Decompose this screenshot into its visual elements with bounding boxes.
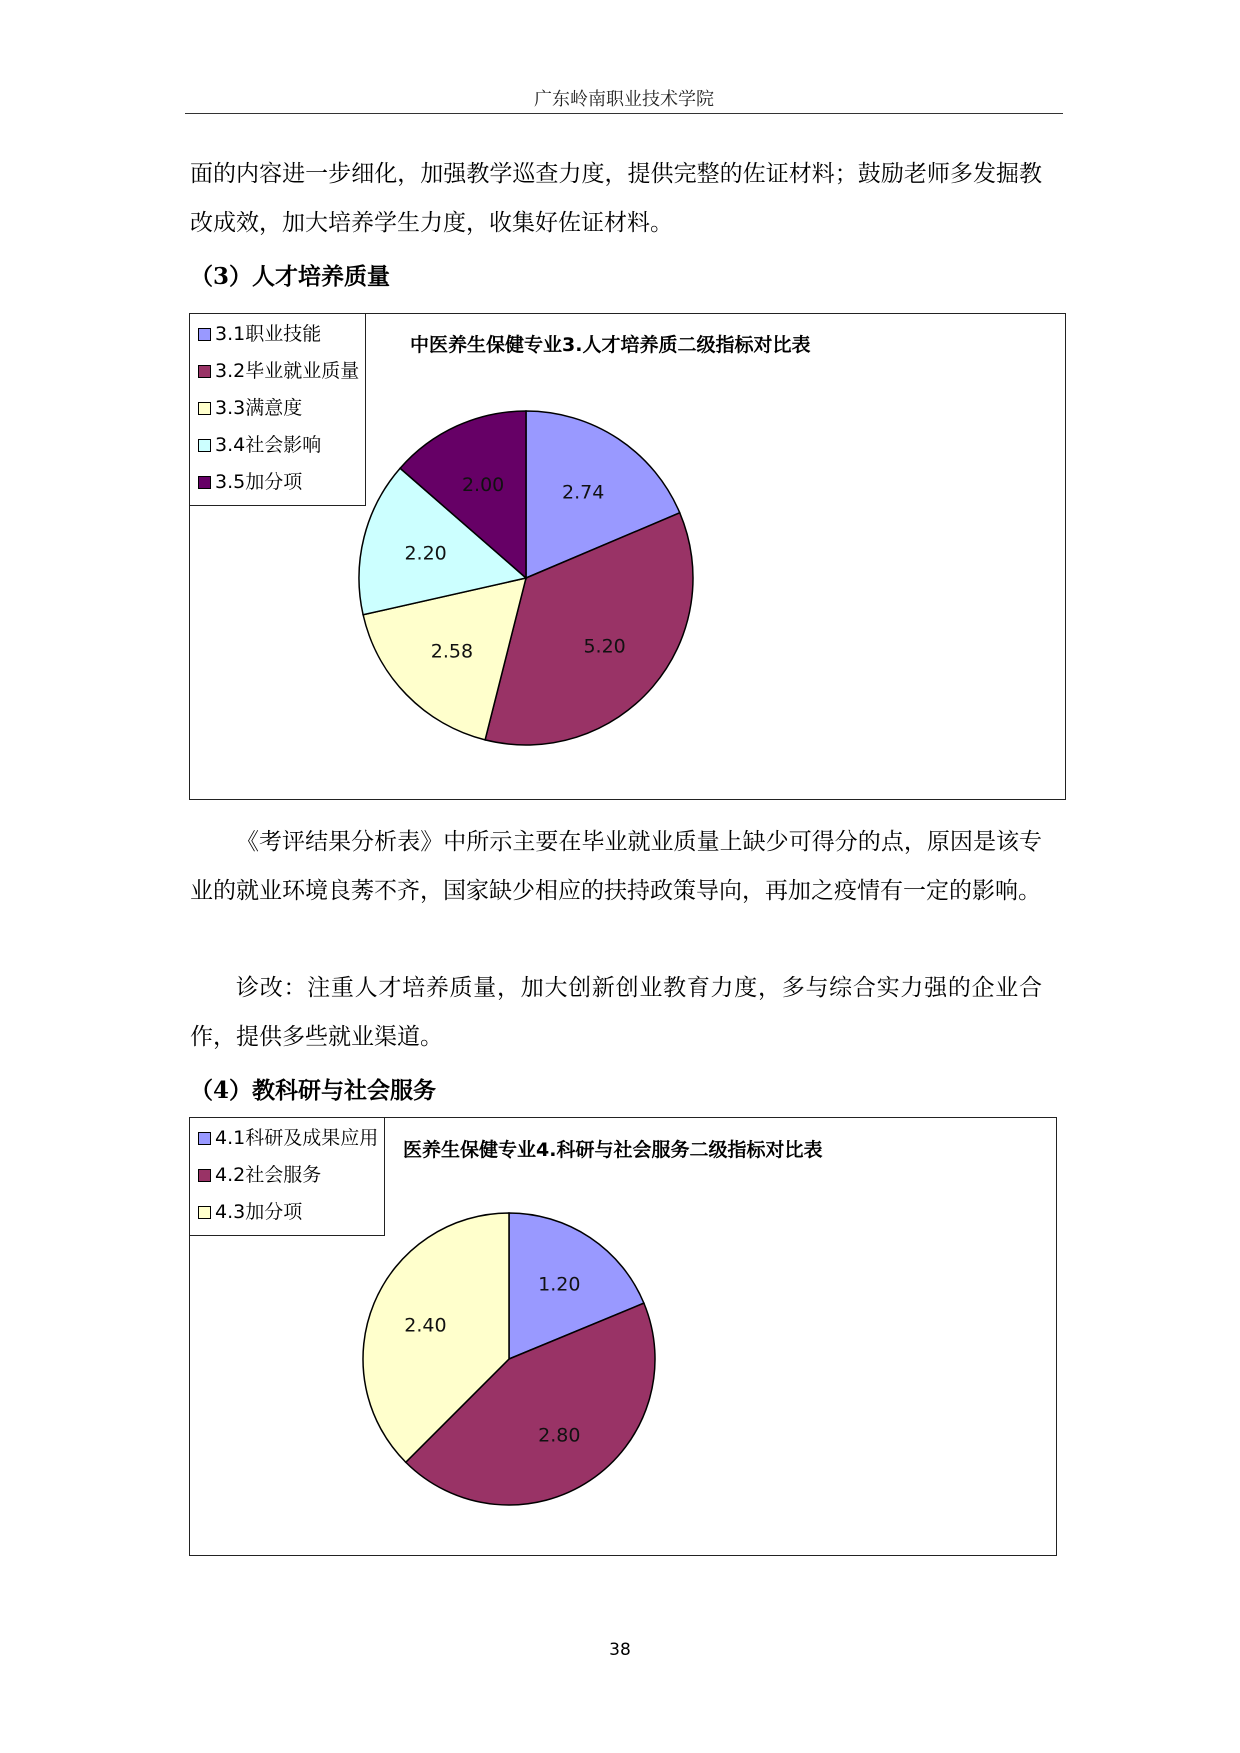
legend-item (198, 353, 359, 390)
page-header: 广东岭南职业技术学院 (534, 89, 714, 110)
slice-value-label: 2.00 (461, 473, 505, 496)
legend-item (198, 427, 359, 464)
legend-label: 3.4社会影响 (215, 434, 322, 456)
improvement-paragraph: 诊改：注重人才培养质量，加大创新创业教育力度，多与综合实力强的企业合作，提供多些就业渠道。 (190, 975, 1042, 1050)
legend-swatch (198, 402, 211, 415)
page-number: 38 (609, 1640, 631, 1660)
legend-label: 3.3满意度 (215, 397, 303, 419)
legend-label: 3.2毕业就业质量 (215, 360, 360, 382)
slice-value-label: 2.20 (404, 542, 447, 565)
legend-item (198, 1157, 378, 1194)
header-divider (185, 113, 1063, 114)
section4-heading: （4）教科研与社会服务 (190, 1077, 437, 1104)
legend-swatch (198, 328, 211, 341)
chart-research-service (189, 1117, 1057, 1556)
legend-swatch (198, 1169, 211, 1182)
legend-item (198, 316, 359, 353)
analysis-paragraph: 《考评结果分析表》中所示主要在毕业就业质量上缺少可得分的点，原因是该专业的就业环境良莠不齐，国家缺少相应的扶持政策导向，再加之疫情有一定的影响。 (190, 829, 1042, 904)
slice-value-label: 2.58 (430, 640, 474, 663)
legend-item (198, 1194, 378, 1231)
legend-swatch (198, 439, 211, 452)
slice-value-label: 2.40 (404, 1314, 447, 1337)
chart-legend (189, 313, 366, 506)
slice-value-label: 5.20 (583, 635, 626, 658)
section3-heading: （3）人才培养质量 (190, 263, 391, 290)
chart-title: 中医养生保健专业3.人才培养质二级指标对比表 (410, 334, 811, 356)
legend-item (198, 1120, 378, 1157)
legend-item (198, 464, 359, 501)
legend-swatch (198, 1132, 211, 1145)
slice-value-label: 2.80 (538, 1424, 581, 1447)
slice-value-label: 1.20 (538, 1273, 581, 1296)
legend-label: 3.5加分项 (215, 471, 303, 493)
intro-paragraph: 面的内容进一步细化，加强教学巡查力度，提供完整的佐证材料；鼓励老师多发掘教改成效，加大培养学生力度，收集好佐证材料。 (190, 161, 1042, 236)
chart-legend (189, 1117, 385, 1236)
legend-label: 4.1科研及成果应用 (215, 1127, 379, 1149)
slice-value-label: 2.74 (562, 481, 605, 504)
legend-swatch (198, 476, 211, 489)
legend-item (198, 390, 359, 427)
legend-swatch (198, 1206, 211, 1219)
legend-label: 3.1职业技能 (215, 323, 322, 345)
legend-label: 4.2社会服务 (215, 1164, 322, 1186)
legend-swatch (198, 365, 211, 378)
chart-title: 医养生保健专业4.科研与社会服务二级指标对比表 (403, 1139, 823, 1161)
chart-talent-quality (189, 313, 1066, 800)
legend-label: 4.3加分项 (215, 1201, 303, 1223)
